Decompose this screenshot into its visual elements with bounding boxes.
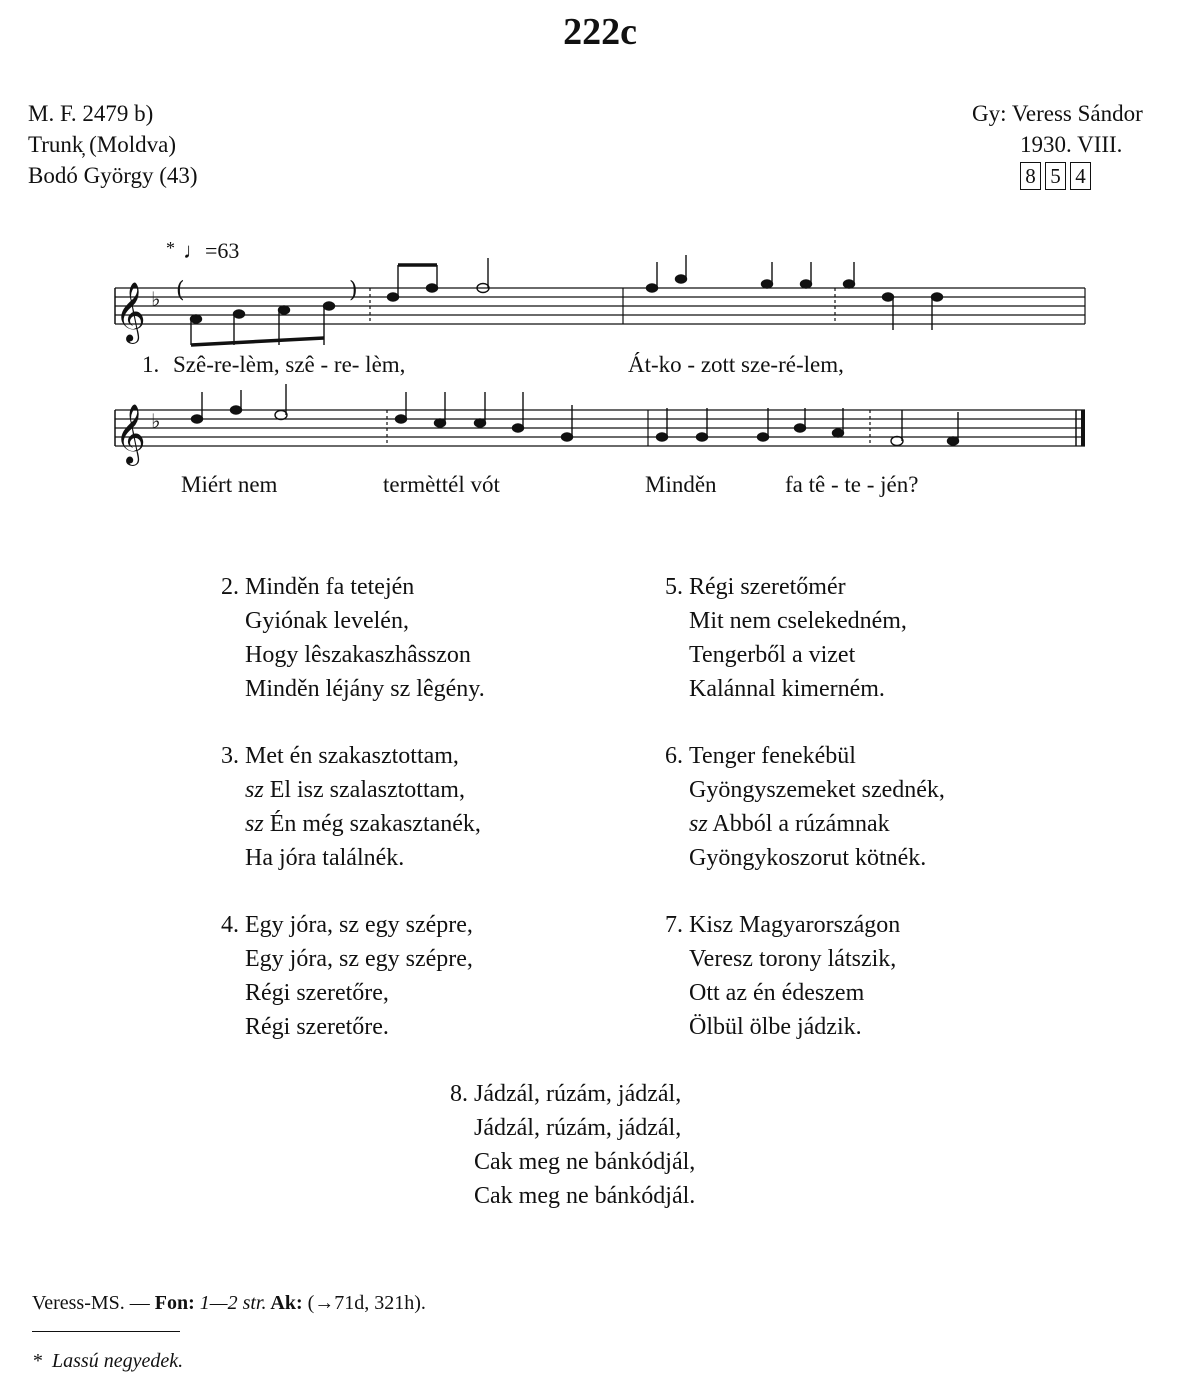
stanza-1-number: 1. bbox=[142, 352, 160, 377]
stanza-line: Régi szeretőre, bbox=[245, 980, 389, 1006]
stanza-line: Cak meg ne bánkódjál, bbox=[474, 1149, 696, 1175]
stanza-8 bbox=[450, 1077, 696, 1213]
stanza-line: Mit nem cselekedném, bbox=[689, 608, 907, 634]
stanza-6 bbox=[665, 739, 945, 875]
stanza-line: Ha jóra találnék. bbox=[245, 845, 405, 871]
stanza-line: Minděn léjány sz lêgény. bbox=[245, 676, 485, 702]
stanza-number: 8. bbox=[450, 1081, 468, 1107]
stanza-line: Kalánnal kimerném. bbox=[689, 676, 885, 702]
notes-line-1 bbox=[191, 255, 943, 345]
stanza-line: Régi szeretőmér bbox=[689, 574, 846, 600]
flat-icon: ♭ bbox=[151, 409, 161, 433]
performer: Bodó György (43) bbox=[28, 163, 198, 188]
syllable-box: 8 bbox=[1020, 162, 1041, 190]
footnote-text: Lassú negyedek. bbox=[52, 1350, 184, 1372]
stanza-line: Hogy lêszakaszhâsszon bbox=[245, 642, 471, 668]
stanza-7 bbox=[665, 908, 901, 1044]
treble-clef-icon: 𝄞 bbox=[115, 282, 146, 342]
stanza-number: 3. bbox=[221, 743, 239, 769]
stanza-line: Jádzál, rúzám, jádzál, bbox=[474, 1081, 682, 1107]
stanza-number: 7. bbox=[665, 912, 683, 938]
archive-ref: M. F. 2479 b) bbox=[28, 101, 154, 126]
stanza-line: Tengerből a vizet bbox=[689, 642, 856, 668]
stanza-line: Tenger fenekébül bbox=[689, 743, 856, 769]
lyric-line-2b: termèttél vót bbox=[383, 472, 500, 497]
stanza-line: Gyöngykoszorut kötnék. bbox=[689, 845, 927, 871]
staff-2 bbox=[115, 410, 1085, 446]
footnote bbox=[32, 1350, 183, 1373]
svg-text:(: ( bbox=[176, 278, 185, 303]
lyric-line-2a: Miért nem bbox=[181, 472, 278, 497]
collection-date: 1930. VIII. bbox=[1020, 132, 1123, 157]
stanza-line: Jádzál, rúzám, jádzál, bbox=[474, 1115, 682, 1141]
svg-text:): ) bbox=[349, 278, 358, 303]
stanza-number: 5. bbox=[665, 574, 683, 600]
lyric-line-2d: fa tê - te - jén? bbox=[785, 472, 919, 497]
music-score bbox=[0, 0, 1200, 520]
stanza-line: Met én szakasztottam, bbox=[245, 743, 459, 769]
lyric-line-2c: Minděn bbox=[645, 472, 717, 497]
song-number: 222c bbox=[563, 11, 637, 53]
quarter-note-icon: ♩ bbox=[183, 238, 205, 263]
source-footer: Veress-MS. — Fon: 1—2 str. Ak: (→71d, 321h). bbox=[32, 1292, 426, 1314]
stanza-line: sz Én még szakasztanék, bbox=[245, 811, 481, 837]
footnote-star: * bbox=[166, 238, 175, 258]
notes-line-2 bbox=[192, 384, 959, 446]
stanza-line: Egy jóra, sz egy szépre, bbox=[245, 912, 473, 938]
tempo-value: =63 bbox=[205, 238, 240, 263]
collector: Gy: Veress Sándor bbox=[972, 101, 1143, 126]
stanza-line: Cak meg ne bánkódjál. bbox=[474, 1183, 696, 1209]
stanza-line: Gyiónak levelén, bbox=[245, 608, 409, 634]
footnote-divider bbox=[32, 1331, 180, 1332]
stanza-number: 6. bbox=[665, 743, 683, 769]
stanza-3 bbox=[221, 739, 481, 875]
stanza-number: 2. bbox=[221, 574, 239, 600]
stanza-4 bbox=[221, 908, 473, 1044]
stanza-line: Gyöngyszemeket szednék, bbox=[689, 777, 945, 803]
stanza-2 bbox=[221, 570, 485, 706]
stanza-line: sz El isz szalasztottam, bbox=[245, 777, 465, 803]
footnote-star: * bbox=[32, 1350, 42, 1372]
location: Trunk̦ (Moldva) bbox=[28, 132, 177, 157]
stanza-line: Régi szeretőre. bbox=[245, 1014, 389, 1040]
stanza-line: Minděn fa tetején bbox=[245, 574, 415, 600]
stanza-line: Ott az én édeszem bbox=[689, 980, 865, 1006]
treble-clef-icon: 𝄞 bbox=[115, 404, 146, 464]
stanza-number: 4. bbox=[221, 912, 239, 938]
stanza-line: Kisz Magyarországon bbox=[689, 912, 901, 938]
stanza-line: Egy jóra, sz egy szépre, bbox=[245, 946, 473, 972]
stanza-line: sz Abból a rúzámnak bbox=[689, 811, 890, 837]
stanza-line: Veresz torony látszik, bbox=[689, 946, 897, 972]
syllable-box: 5 bbox=[1045, 162, 1066, 190]
stanza-line: Ölbül ölbe jádzik. bbox=[689, 1014, 862, 1040]
lyric-line-1a: Szê-re-lèm, szê - re- lèm, bbox=[173, 352, 406, 377]
stanza-5 bbox=[665, 570, 907, 706]
syllable-box: 4 bbox=[1070, 162, 1091, 190]
flat-icon: ♭ bbox=[151, 287, 161, 311]
lyric-line-1b: Át-ko - zott sze-ré-lem, bbox=[628, 352, 844, 377]
